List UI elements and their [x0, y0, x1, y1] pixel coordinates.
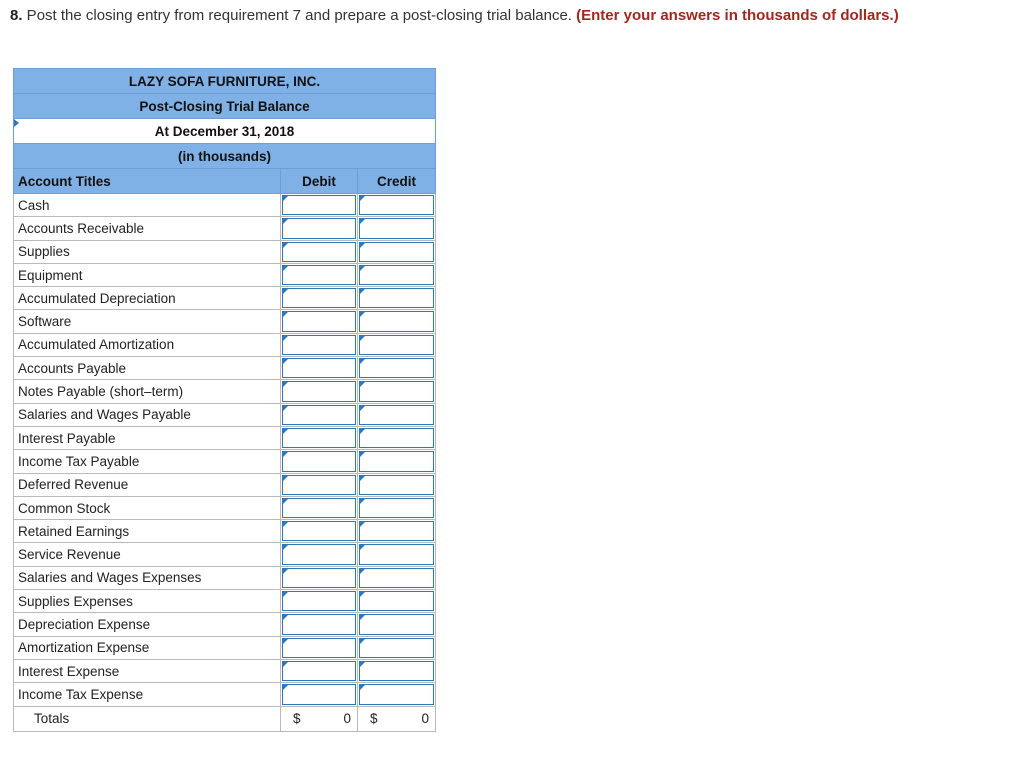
credit-input[interactable] [359, 218, 434, 238]
debit-input[interactable] [282, 498, 356, 518]
input-marker-icon [283, 382, 288, 387]
account-title: Notes Payable (short–term) [14, 380, 281, 403]
credit-input[interactable] [359, 265, 434, 285]
debit-cell [281, 613, 358, 636]
table-row [14, 520, 436, 543]
column-header-account: Account Titles [14, 169, 281, 194]
statement-title: Post-Closing Trial Balance [14, 94, 436, 119]
credit-cell [358, 590, 436, 613]
debit-total-value: 0 [343, 710, 351, 726]
totals-label: Totals [14, 706, 281, 731]
account-title: Accounts Receivable [14, 217, 281, 240]
debit-input[interactable] [282, 358, 356, 378]
input-marker-icon [283, 615, 288, 620]
credit-cell [358, 613, 436, 636]
debit-cell [281, 194, 358, 217]
column-header-row [14, 169, 436, 194]
credit-cell [358, 240, 436, 263]
instruction-emphasis: (Enter your answers in thousands of dollars.) [576, 7, 899, 24]
debit-cell [281, 543, 358, 566]
company-header-row [14, 69, 436, 94]
table-row [14, 380, 436, 403]
credit-input[interactable] [359, 311, 434, 331]
debit-cell [281, 450, 358, 473]
account-title: Depreciation Expense [14, 613, 281, 636]
credit-cell [358, 426, 436, 449]
input-marker-icon [283, 685, 288, 690]
post-closing-trial-balance-table [13, 68, 436, 732]
input-marker-icon [360, 359, 365, 364]
units-header-row [14, 144, 436, 169]
credit-cell [358, 380, 436, 403]
credit-input[interactable] [359, 475, 434, 495]
requirement-number: 8. [10, 7, 23, 24]
credit-input[interactable] [359, 451, 434, 471]
debit-cell [281, 357, 358, 380]
credit-cell [358, 636, 436, 659]
account-title: Accumulated Amortization [14, 333, 281, 356]
debit-cell [281, 566, 358, 589]
input-marker-icon [360, 429, 365, 434]
table-row [14, 659, 436, 682]
input-marker-icon [360, 289, 365, 294]
debit-input[interactable] [282, 591, 356, 611]
table-row [14, 450, 436, 473]
company-name: LAZY SOFA FURNITURE, INC. [14, 69, 436, 94]
credit-input[interactable] [359, 498, 434, 518]
input-marker-icon [360, 196, 365, 201]
table-row [14, 333, 436, 356]
credit-total [358, 706, 436, 731]
credit-input[interactable] [359, 661, 434, 681]
debit-cell [281, 636, 358, 659]
input-marker-icon [283, 336, 288, 341]
account-title: Accumulated Depreciation [14, 287, 281, 310]
debit-input[interactable] [282, 544, 356, 564]
table-row [14, 240, 436, 263]
input-marker-icon [283, 499, 288, 504]
account-title: Income Tax Payable [14, 450, 281, 473]
debit-cell [281, 426, 358, 449]
debit-cell [281, 380, 358, 403]
credit-cell [358, 659, 436, 682]
credit-cell [358, 520, 436, 543]
account-title: Accounts Payable [14, 357, 281, 380]
account-title: Retained Earnings [14, 520, 281, 543]
input-marker-icon [360, 476, 365, 481]
table-row [14, 683, 436, 706]
input-marker-icon [360, 569, 365, 574]
input-marker-icon [283, 452, 288, 457]
table-row [14, 357, 436, 380]
debit-input[interactable] [282, 242, 356, 262]
input-marker-icon [360, 522, 365, 527]
input-marker-icon [283, 662, 288, 667]
credit-input[interactable] [359, 288, 434, 308]
debit-input[interactable] [282, 265, 356, 285]
credit-cell [358, 287, 436, 310]
input-marker-icon [360, 266, 365, 271]
table-row [14, 473, 436, 496]
debit-total [281, 706, 358, 731]
credit-input[interactable] [359, 544, 434, 564]
credit-cell [358, 473, 436, 496]
input-marker-icon [283, 312, 288, 317]
input-marker-icon [360, 685, 365, 690]
credit-input[interactable] [359, 614, 434, 634]
instruction-text [10, 6, 1014, 26]
credit-input[interactable] [359, 405, 434, 425]
input-marker-icon [360, 219, 365, 224]
debit-input[interactable] [282, 218, 356, 238]
debit-cell [281, 217, 358, 240]
credit-cell [358, 543, 436, 566]
table-row [14, 613, 436, 636]
table-row [14, 217, 436, 240]
credit-input[interactable] [359, 428, 434, 448]
column-header-credit: Credit [358, 169, 436, 194]
input-marker-icon [283, 406, 288, 411]
debit-input[interactable] [282, 381, 356, 401]
table-row [14, 194, 436, 217]
column-header-debit: Debit [281, 169, 358, 194]
debit-input[interactable] [282, 684, 356, 704]
table-row [14, 263, 436, 286]
credit-input[interactable] [359, 521, 434, 541]
credit-input[interactable] [359, 335, 434, 355]
credit-total-value: 0 [421, 710, 430, 726]
account-title: Common Stock [14, 496, 281, 519]
input-marker-icon [283, 476, 288, 481]
credit-cell [358, 263, 436, 286]
debit-input[interactable] [282, 638, 356, 658]
table-row [14, 403, 436, 426]
debit-cell [281, 659, 358, 682]
debit-input[interactable] [282, 661, 356, 681]
units-label: (in thousands) [14, 144, 436, 169]
account-title: Equipment [14, 263, 281, 286]
input-marker-icon [360, 406, 365, 411]
table-row [14, 426, 436, 449]
debit-cell [281, 263, 358, 286]
table-row [14, 496, 436, 519]
debit-cell [281, 287, 358, 310]
credit-cell [358, 683, 436, 706]
debit-cell [281, 240, 358, 263]
input-marker-icon [360, 592, 365, 597]
credit-cell [358, 333, 436, 356]
account-title: Salaries and Wages Expenses [14, 566, 281, 589]
credit-input[interactable] [359, 381, 434, 401]
credit-input[interactable] [359, 684, 434, 704]
credit-cell [358, 496, 436, 519]
input-marker-icon [360, 662, 365, 667]
credit-cell [358, 194, 436, 217]
account-title: Supplies Expenses [14, 590, 281, 613]
debit-cell [281, 520, 358, 543]
statement-date[interactable] [14, 119, 436, 144]
debit-input[interactable] [282, 568, 356, 588]
input-marker-icon [360, 452, 365, 457]
input-marker-icon [283, 289, 288, 294]
credit-input[interactable] [359, 638, 434, 658]
debit-input[interactable] [282, 405, 356, 425]
credit-cell [358, 450, 436, 473]
table-row [14, 566, 436, 589]
credit-input[interactable] [359, 568, 434, 588]
credit-input[interactable] [359, 358, 434, 378]
account-title: Deferred Revenue [14, 473, 281, 496]
input-marker-icon [283, 219, 288, 224]
input-marker-icon [283, 266, 288, 271]
input-marker-icon [360, 499, 365, 504]
account-title: Interest Payable [14, 426, 281, 449]
account-title: Interest Expense [14, 659, 281, 682]
account-title: Service Revenue [14, 543, 281, 566]
debit-total-currency: $ [293, 710, 301, 726]
input-marker-icon [360, 312, 365, 317]
debit-cell [281, 683, 358, 706]
dropdown-marker-icon [14, 119, 19, 127]
input-marker-icon [360, 336, 365, 341]
instruction-body: Post the closing entry from requirement 7 and prepare a post-closing trial balance. [22, 7, 577, 24]
account-title: Cash [14, 194, 281, 217]
input-marker-icon [283, 522, 288, 527]
input-marker-icon [283, 592, 288, 597]
statement-date-text: At December 31, 2018 [154, 123, 295, 139]
totals-row [14, 706, 436, 731]
title-header-row [14, 94, 436, 119]
debit-input[interactable] [282, 335, 356, 355]
input-marker-icon [360, 243, 365, 248]
debit-cell [281, 496, 358, 519]
input-marker-icon [283, 243, 288, 248]
credit-cell [358, 566, 436, 589]
debit-input[interactable] [282, 475, 356, 495]
date-header-row[interactable] [14, 119, 436, 144]
input-marker-icon [360, 545, 365, 550]
credit-cell [358, 357, 436, 380]
account-title: Salaries and Wages Payable [14, 403, 281, 426]
input-marker-icon [283, 545, 288, 550]
credit-input[interactable] [359, 591, 434, 611]
input-marker-icon [283, 196, 288, 201]
debit-input[interactable] [282, 614, 356, 634]
debit-input[interactable] [282, 428, 356, 448]
credit-cell [358, 403, 436, 426]
table-row [14, 636, 436, 659]
account-title: Software [14, 310, 281, 333]
input-marker-icon [360, 382, 365, 387]
credit-cell [358, 217, 436, 240]
account-title: Amortization Expense [14, 636, 281, 659]
debit-cell [281, 310, 358, 333]
table-row [14, 310, 436, 333]
input-marker-icon [360, 639, 365, 644]
table-row [14, 287, 436, 310]
debit-input[interactable] [282, 311, 356, 331]
table-row [14, 590, 436, 613]
input-marker-icon [283, 359, 288, 364]
credit-input[interactable] [359, 195, 434, 215]
debit-cell [281, 590, 358, 613]
account-title: Income Tax Expense [14, 683, 281, 706]
debit-cell [281, 473, 358, 496]
debit-input[interactable] [282, 451, 356, 471]
debit-cell [281, 333, 358, 356]
credit-cell [358, 310, 436, 333]
input-marker-icon [283, 429, 288, 434]
debit-input[interactable] [282, 195, 356, 215]
account-title: Supplies [14, 240, 281, 263]
credit-input[interactable] [359, 242, 434, 262]
input-marker-icon [360, 615, 365, 620]
debit-cell [281, 403, 358, 426]
table-row [14, 543, 436, 566]
input-marker-icon [283, 639, 288, 644]
credit-total-currency: $ [370, 710, 378, 726]
input-marker-icon [283, 569, 288, 574]
debit-input[interactable] [282, 521, 356, 541]
debit-input[interactable] [282, 288, 356, 308]
